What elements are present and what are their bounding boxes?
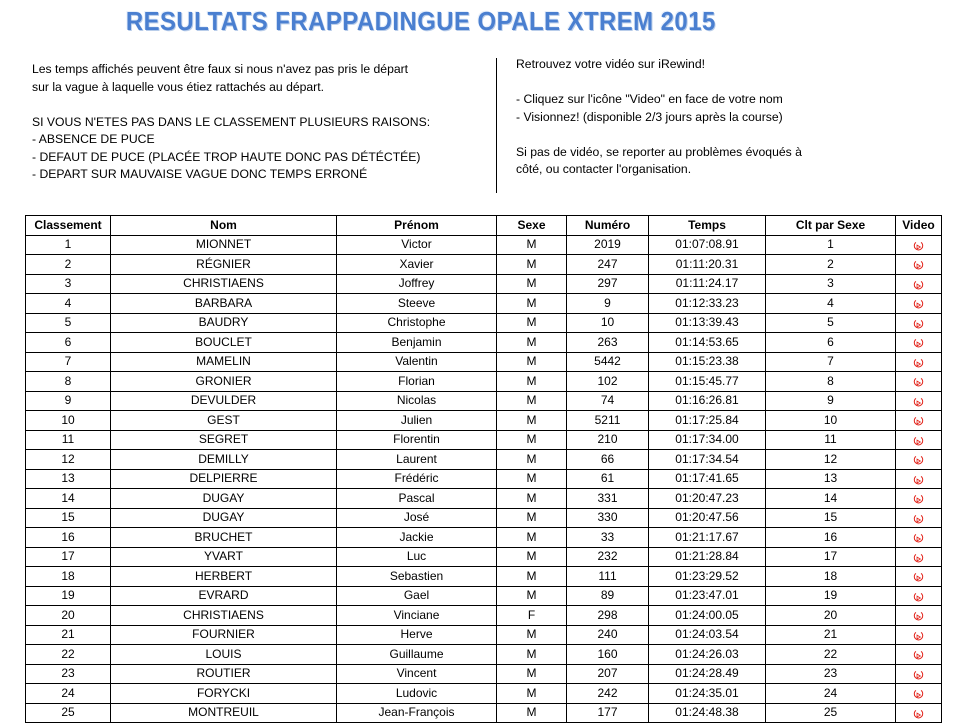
video-play-icon[interactable] <box>913 591 924 602</box>
video-cell[interactable] <box>896 411 942 431</box>
gender-rank-cell: 25 <box>766 703 896 723</box>
video-play-icon[interactable] <box>913 610 924 621</box>
gender-rank-cell: 23 <box>766 664 896 684</box>
time-cell: 01:14:53.65 <box>649 333 766 353</box>
time-cell: 01:21:28.84 <box>649 547 766 567</box>
table-row <box>26 274 942 294</box>
bib-number-cell: 33 <box>567 528 649 548</box>
results-table <box>25 215 942 723</box>
video-cell[interactable] <box>896 235 942 255</box>
table-row <box>26 586 942 606</box>
sex-cell: M <box>497 664 567 684</box>
bib-number-cell: 111 <box>567 567 649 587</box>
last-name-cell: MAMELIN <box>111 352 337 372</box>
sex-cell: M <box>497 411 567 431</box>
last-name-cell: GRONIER <box>111 372 337 392</box>
video-play-icon[interactable] <box>913 337 924 348</box>
time-cell: 01:15:23.38 <box>649 352 766 372</box>
video-play-icon[interactable] <box>913 493 924 504</box>
video-cell[interactable] <box>896 391 942 411</box>
gender-rank-cell: 9 <box>766 391 896 411</box>
last-name-cell: FOURNIER <box>111 625 337 645</box>
vertical-divider <box>496 58 497 193</box>
notice-line: sur la vague à laquelle vous étiez rattachés au départ. <box>32 79 325 94</box>
time-cell: 01:17:41.65 <box>649 469 766 489</box>
video-cell[interactable] <box>896 508 942 528</box>
first-name-cell: Vinciane <box>337 606 497 626</box>
first-name-cell: Guillaume <box>337 645 497 665</box>
gender-rank-cell: 14 <box>766 489 896 509</box>
notice-line: côté, ou contacter l'organisation. <box>516 162 692 176</box>
column-header-temps: Temps <box>649 216 766 236</box>
rank-cell: 5 <box>26 313 111 333</box>
video-play-icon[interactable] <box>913 259 924 270</box>
gender-rank-cell: 18 <box>766 567 896 587</box>
video-cell[interactable] <box>896 567 942 587</box>
notice-line: Retrouvez votre vidéo sur iRewind! <box>516 57 705 71</box>
gender-rank-cell: 3 <box>766 274 896 294</box>
bib-number-cell: 61 <box>567 469 649 489</box>
notice-line: - Visionnez! (disponible 2/3 jours après la course) <box>516 109 783 124</box>
gender-rank-cell: 5 <box>766 313 896 333</box>
gender-rank-cell: 19 <box>766 586 896 606</box>
first-name-cell: Florentin <box>337 430 497 450</box>
gender-rank-cell: 15 <box>766 508 896 528</box>
video-play-icon[interactable] <box>913 435 924 446</box>
video-play-icon[interactable] <box>913 318 924 329</box>
sex-cell: F <box>497 606 567 626</box>
gender-rank-cell: 22 <box>766 645 896 665</box>
sex-cell: M <box>497 313 567 333</box>
table-row <box>26 664 942 684</box>
rank-cell: 9 <box>26 391 111 411</box>
rank-cell: 20 <box>26 606 111 626</box>
rank-cell: 14 <box>26 489 111 509</box>
column-header-classement: Classement <box>26 216 111 236</box>
last-name-cell: DUGAY <box>111 489 337 509</box>
sex-cell: M <box>497 255 567 275</box>
gender-rank-cell: 6 <box>766 333 896 353</box>
rank-cell: 10 <box>26 411 111 431</box>
notice-line: - Cliquez sur l'icône "Video" en face de votre nom <box>516 92 783 106</box>
first-name-cell: Pascal <box>337 489 497 509</box>
time-cell: 01:17:34.00 <box>649 430 766 450</box>
time-cell: 01:24:35.01 <box>649 684 766 704</box>
gender-rank-cell: 16 <box>766 528 896 548</box>
video-play-icon[interactable] <box>913 474 924 485</box>
first-name-cell: Herve <box>337 625 497 645</box>
last-name-cell: HERBERT <box>111 567 337 587</box>
sex-cell: M <box>497 274 567 294</box>
table-row <box>26 489 942 509</box>
table-row <box>26 255 942 275</box>
time-cell: 01:11:20.31 <box>649 255 766 275</box>
last-name-cell: RÉGNIER <box>111 255 337 275</box>
table-row <box>26 235 942 255</box>
notice-line: - ABSENCE DE PUCE <box>32 132 155 146</box>
video-cell[interactable] <box>896 586 942 606</box>
video-notice <box>516 56 846 179</box>
bib-number-cell: 89 <box>567 586 649 606</box>
video-cell[interactable] <box>896 489 942 509</box>
first-name-cell: José <box>337 508 497 528</box>
first-name-cell: Christophe <box>337 313 497 333</box>
video-cell[interactable] <box>896 606 942 626</box>
rank-cell: 19 <box>26 586 111 606</box>
last-name-cell: DEMILLY <box>111 450 337 470</box>
gender-rank-cell: 21 <box>766 625 896 645</box>
table-row <box>26 372 942 392</box>
video-play-icon[interactable] <box>913 240 924 251</box>
time-cell: 01:24:28.49 <box>649 664 766 684</box>
video-cell[interactable] <box>896 294 942 314</box>
last-name-cell: BOUCLET <box>111 333 337 353</box>
sex-cell: M <box>497 684 567 704</box>
table-row <box>26 313 942 333</box>
last-name-cell: CHRISTIAENS <box>111 606 337 626</box>
bib-number-cell: 102 <box>567 372 649 392</box>
video-play-icon[interactable] <box>913 279 924 290</box>
time-cell: 01:11:24.17 <box>649 274 766 294</box>
bib-number-cell: 331 <box>567 489 649 509</box>
time-cell: 01:13:39.43 <box>649 313 766 333</box>
video-play-icon[interactable] <box>913 708 924 719</box>
sex-cell: M <box>497 294 567 314</box>
sex-cell: M <box>497 567 567 587</box>
spacer <box>516 126 846 144</box>
video-play-icon[interactable] <box>913 396 924 407</box>
table-row <box>26 430 942 450</box>
notice-line: - DEFAUT DE PUCE (PLACÉE TROP HAUTE DONC PAS DÉTÉCTÉE) <box>32 149 421 164</box>
video-play-icon[interactable] <box>913 513 924 524</box>
first-name-cell: Laurent <box>337 450 497 470</box>
column-header-video: Video <box>896 216 942 236</box>
video-cell[interactable] <box>896 274 942 294</box>
gender-rank-cell: 24 <box>766 684 896 704</box>
time-cell: 01:23:29.52 <box>649 567 766 587</box>
bib-number-cell: 232 <box>567 547 649 567</box>
table-row <box>26 606 942 626</box>
video-play-icon[interactable] <box>913 415 924 426</box>
gender-rank-cell: 11 <box>766 430 896 450</box>
gender-rank-cell: 13 <box>766 469 896 489</box>
last-name-cell: BRUCHET <box>111 528 337 548</box>
table-row <box>26 625 942 645</box>
time-cell: 01:20:47.56 <box>649 508 766 528</box>
video-cell[interactable] <box>896 684 942 704</box>
sex-cell: M <box>497 547 567 567</box>
video-play-icon[interactable] <box>913 649 924 660</box>
bib-number-cell: 9 <box>567 294 649 314</box>
video-play-icon[interactable] <box>913 571 924 582</box>
video-play-icon[interactable] <box>913 357 924 368</box>
rank-cell: 11 <box>26 430 111 450</box>
bib-number-cell: 207 <box>567 664 649 684</box>
rank-cell: 3 <box>26 274 111 294</box>
rank-cell: 4 <box>26 294 111 314</box>
video-cell[interactable] <box>896 703 942 723</box>
last-name-cell: ROUTIER <box>111 664 337 684</box>
video-play-icon[interactable] <box>913 688 924 699</box>
rank-cell: 2 <box>26 255 111 275</box>
first-name-cell: Jean-François <box>337 703 497 723</box>
bib-number-cell: 263 <box>567 333 649 353</box>
first-name-cell: Luc <box>337 547 497 567</box>
sex-cell: M <box>497 333 567 353</box>
video-cell[interactable] <box>896 528 942 548</box>
rank-cell: 13 <box>26 469 111 489</box>
video-play-icon[interactable] <box>913 669 924 680</box>
column-header-numero: Numéro <box>567 216 649 236</box>
timing-notice <box>32 61 492 184</box>
column-header-clt-par-sexe: Clt par Sexe <box>766 216 896 236</box>
first-name-cell: Ludovic <box>337 684 497 704</box>
bib-number-cell: 10 <box>567 313 649 333</box>
column-header-nom: Nom <box>111 216 337 236</box>
spacer <box>32 96 492 114</box>
bib-number-cell: 2019 <box>567 235 649 255</box>
column-header-prenom: Prénom <box>337 216 497 236</box>
bib-number-cell: 5442 <box>567 352 649 372</box>
table-row <box>26 684 942 704</box>
gender-rank-cell: 7 <box>766 352 896 372</box>
column-header-sexe: Sexe <box>497 216 567 236</box>
first-name-cell: Jackie <box>337 528 497 548</box>
table-header-row <box>26 216 942 236</box>
rank-cell: 24 <box>26 684 111 704</box>
video-cell[interactable] <box>896 645 942 665</box>
bib-number-cell: 298 <box>567 606 649 626</box>
table-row <box>26 547 942 567</box>
bib-number-cell: 297 <box>567 274 649 294</box>
time-cell: 01:17:34.54 <box>649 450 766 470</box>
gender-rank-cell: 8 <box>766 372 896 392</box>
table-row <box>26 703 942 723</box>
bib-number-cell: 242 <box>567 684 649 704</box>
last-name-cell: DUGAY <box>111 508 337 528</box>
time-cell: 01:17:25.84 <box>649 411 766 431</box>
video-play-icon[interactable] <box>913 532 924 543</box>
gender-rank-cell: 10 <box>766 411 896 431</box>
time-cell: 01:12:33.23 <box>649 294 766 314</box>
table-row <box>26 411 942 431</box>
first-name-cell: Victor <box>337 235 497 255</box>
rank-cell: 25 <box>26 703 111 723</box>
video-cell[interactable] <box>896 352 942 372</box>
video-play-icon[interactable] <box>913 376 924 387</box>
rank-cell: 22 <box>26 645 111 665</box>
time-cell: 01:21:17.67 <box>649 528 766 548</box>
first-name-cell: Xavier <box>337 255 497 275</box>
video-cell[interactable] <box>896 664 942 684</box>
notice-line: Les temps affichés peuvent être faux si nous n'avez pas pris le départ <box>32 62 409 76</box>
table-row <box>26 469 942 489</box>
notice-line: SI VOUS N'ETES PAS DANS LE CLASSEMENT PLUSIEURS RAISONS: <box>32 114 431 129</box>
table-row <box>26 333 942 353</box>
last-name-cell: CHRISTIAENS <box>111 274 337 294</box>
video-cell[interactable] <box>896 372 942 392</box>
time-cell: 01:24:00.05 <box>649 606 766 626</box>
sex-cell: M <box>497 391 567 411</box>
rank-cell: 6 <box>26 333 111 353</box>
sex-cell: M <box>497 430 567 450</box>
video-cell[interactable] <box>896 625 942 645</box>
bib-number-cell: 5211 <box>567 411 649 431</box>
table-row <box>26 645 942 665</box>
first-name-cell: Julien <box>337 411 497 431</box>
page-title: RESULTATS FRAPPADINGUE OPALE XTREM 2015 <box>125 6 716 36</box>
rank-cell: 8 <box>26 372 111 392</box>
gender-rank-cell: 20 <box>766 606 896 626</box>
gender-rank-cell: 12 <box>766 450 896 470</box>
sex-cell: M <box>497 372 567 392</box>
gender-rank-cell: 4 <box>766 294 896 314</box>
rank-cell: 17 <box>26 547 111 567</box>
time-cell: 01:24:48.38 <box>649 703 766 723</box>
table-row <box>26 391 942 411</box>
time-cell: 01:20:47.23 <box>649 489 766 509</box>
last-name-cell: MIONNET <box>111 235 337 255</box>
table-row <box>26 567 942 587</box>
time-cell: 01:24:03.54 <box>649 625 766 645</box>
gender-rank-cell: 2 <box>766 255 896 275</box>
time-cell: 01:16:26.81 <box>649 391 766 411</box>
results-body <box>26 235 942 723</box>
video-cell[interactable] <box>896 430 942 450</box>
bib-number-cell: 210 <box>567 430 649 450</box>
sex-cell: M <box>497 703 567 723</box>
last-name-cell: MONTREUIL <box>111 703 337 723</box>
first-name-cell: Joffrey <box>337 274 497 294</box>
gender-rank-cell: 17 <box>766 547 896 567</box>
rank-cell: 1 <box>26 235 111 255</box>
bib-number-cell: 240 <box>567 625 649 645</box>
last-name-cell: DEVULDER <box>111 391 337 411</box>
bib-number-cell: 330 <box>567 508 649 528</box>
first-name-cell: Nicolas <box>337 391 497 411</box>
video-cell[interactable] <box>896 450 942 470</box>
first-name-cell: Sebastien <box>337 567 497 587</box>
sex-cell: M <box>497 528 567 548</box>
sex-cell: M <box>497 469 567 489</box>
first-name-cell: Valentin <box>337 352 497 372</box>
bib-number-cell: 74 <box>567 391 649 411</box>
gender-rank-cell: 1 <box>766 235 896 255</box>
rank-cell: 23 <box>26 664 111 684</box>
bib-number-cell: 160 <box>567 645 649 665</box>
rank-cell: 21 <box>26 625 111 645</box>
sex-cell: M <box>497 489 567 509</box>
bib-number-cell: 66 <box>567 450 649 470</box>
sex-cell: M <box>497 235 567 255</box>
video-cell[interactable] <box>896 333 942 353</box>
first-name-cell: Steeve <box>337 294 497 314</box>
video-play-icon[interactable] <box>913 298 924 309</box>
table-row <box>26 528 942 548</box>
first-name-cell: Frédéric <box>337 469 497 489</box>
sex-cell: M <box>497 625 567 645</box>
table-row <box>26 352 942 372</box>
notice-line: - DEPART SUR MAUVAISE VAGUE DONC TEMPS ERRONÉ <box>32 167 368 181</box>
rank-cell: 18 <box>26 567 111 587</box>
time-cell: 01:07:08.91 <box>649 235 766 255</box>
sex-cell: M <box>497 586 567 606</box>
first-name-cell: Gael <box>337 586 497 606</box>
video-play-icon[interactable] <box>913 630 924 641</box>
video-play-icon[interactable] <box>913 454 924 465</box>
first-name-cell: Benjamin <box>337 333 497 353</box>
rank-cell: 16 <box>26 528 111 548</box>
sex-cell: M <box>497 508 567 528</box>
last-name-cell: EVRARD <box>111 586 337 606</box>
first-name-cell: Vincent <box>337 664 497 684</box>
rank-cell: 15 <box>26 508 111 528</box>
last-name-cell: YVART <box>111 547 337 567</box>
sex-cell: M <box>497 450 567 470</box>
rank-cell: 7 <box>26 352 111 372</box>
video-cell[interactable] <box>896 469 942 489</box>
rank-cell: 12 <box>26 450 111 470</box>
video-cell[interactable] <box>896 255 942 275</box>
video-play-icon[interactable] <box>913 552 924 563</box>
bib-number-cell: 177 <box>567 703 649 723</box>
last-name-cell: BAUDRY <box>111 313 337 333</box>
time-cell: 01:23:47.01 <box>649 586 766 606</box>
last-name-cell: BARBARA <box>111 294 337 314</box>
sex-cell: M <box>497 645 567 665</box>
notice-line: Si pas de vidéo, se reporter au problèmes évoqués à <box>516 144 802 159</box>
video-cell[interactable] <box>896 547 942 567</box>
time-cell: 01:15:45.77 <box>649 372 766 392</box>
table-row <box>26 508 942 528</box>
sex-cell: M <box>497 352 567 372</box>
time-cell: 01:24:26.03 <box>649 645 766 665</box>
first-name-cell: Florian <box>337 372 497 392</box>
table-row <box>26 294 942 314</box>
video-cell[interactable] <box>896 313 942 333</box>
last-name-cell: SEGRET <box>111 430 337 450</box>
bib-number-cell: 247 <box>567 255 649 275</box>
last-name-cell: DELPIERRE <box>111 469 337 489</box>
spacer <box>516 74 846 92</box>
last-name-cell: GEST <box>111 411 337 431</box>
table-row <box>26 450 942 470</box>
last-name-cell: FORYCKI <box>111 684 337 704</box>
last-name-cell: LOUIS <box>111 645 337 665</box>
